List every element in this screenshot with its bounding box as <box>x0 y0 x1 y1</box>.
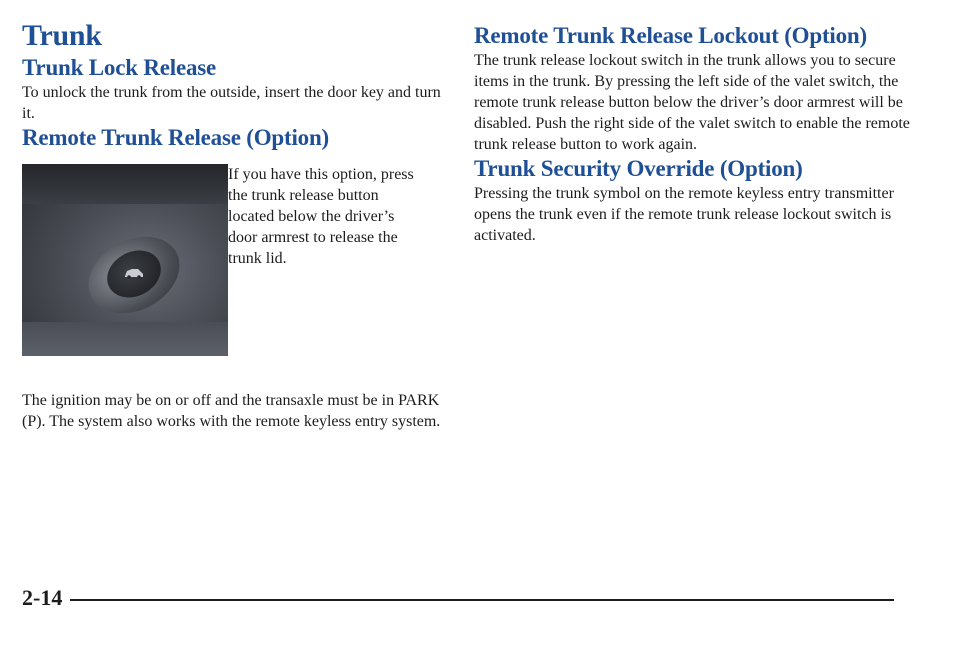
remote-release-figure-row <box>22 164 442 356</box>
section-title: Trunk <box>22 19 102 52</box>
heading-trunk-security-override: Trunk Security Override (Option) <box>474 156 803 181</box>
heading-remote-trunk-release-lockout: Remote Trunk Release Lockout (Option) <box>474 23 867 48</box>
heading-remote-trunk-release: Remote Trunk Release (Option) <box>22 125 330 150</box>
heading-trunk-lock-release: Trunk Lock Release <box>22 55 217 80</box>
trunk-car-icon <box>124 266 144 280</box>
footer-rule <box>62 599 894 601</box>
paragraph-remote-release-figure: If you have this option, press the trunk release button located below the driver’s door armrest to release the trunk lid. <box>228 166 414 267</box>
paragraph-trunk-security-override: Pressing the trunk symbol on the remote keyless entry transmitter opens the trunk even if the remote trunk release lockout switch is activated. <box>474 185 894 244</box>
trunk-release-button-photo <box>22 164 228 356</box>
paragraph-trunk-lock-release: To unlock the trunk from the outside, insert the door key and turn it. <box>22 84 441 122</box>
left-column <box>22 18 442 432</box>
paragraph-remote-trunk-release-lockout: The trunk release lockout switch in the trunk allows you to secure items in the trunk. By pressing the left side of the valet switch, the remote trunk release button below the driver’s door armrest will be disabled. Push the right side of the valet switch to enable the remote trunk release button to work again. <box>474 52 910 153</box>
paragraph-remote-release-ignition: The ignition may be on or off and the transaxle must be in PARK (P). The system also works with the remote keyless entry system. <box>22 392 441 430</box>
right-column <box>474 22 914 246</box>
page-number: 2-14 <box>22 585 70 611</box>
